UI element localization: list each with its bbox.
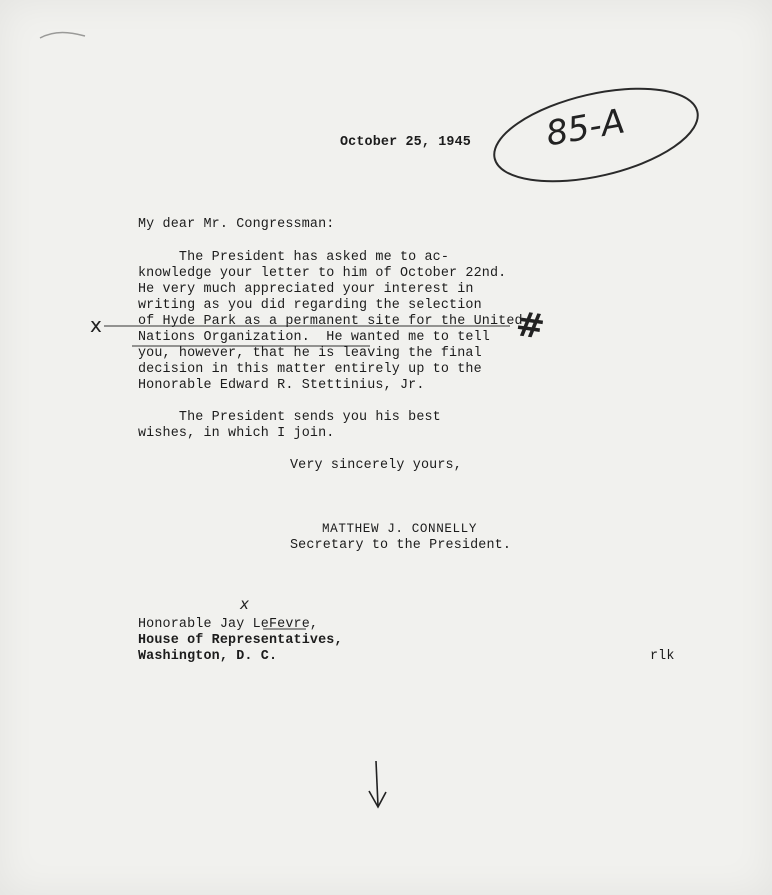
body-line: He very much appreciated your interest in <box>138 282 474 297</box>
body-line: knowledge your letter to him of October 22nd. <box>138 266 507 281</box>
salutation: My dear Mr. Congressman: <box>138 217 335 232</box>
arrow-shaft <box>376 761 378 806</box>
recipient-line: Honorable Jay LeFevre, <box>138 617 319 632</box>
body-line: you, however, that he is leaving the final <box>138 346 482 361</box>
signer-title: Secretary to the President. <box>290 538 512 553</box>
margin-x-mark: x <box>90 313 102 337</box>
body-line: decision in this matter entirely up to the <box>138 362 482 377</box>
recipient-line: House of Representatives, <box>138 633 343 648</box>
body-line: Nations Organization. He wanted me to tell <box>138 330 490 345</box>
letter-date: October 25, 1945 <box>340 135 471 150</box>
file-number-annotation: 85-A <box>543 101 628 155</box>
staple-mark <box>40 33 85 39</box>
recipient-x-mark: x <box>240 595 249 613</box>
valediction: Very sincerely yours, <box>290 458 462 473</box>
closing-line: wishes, in which I join. <box>138 426 335 441</box>
recipient-line: Washington, D. C. <box>138 649 278 664</box>
body-line: Honorable Edward R. Stettinius, Jr. <box>138 378 425 393</box>
signer-name: MATTHEW J. CONNELLY <box>322 522 477 536</box>
typist-initials: rlk <box>650 649 675 664</box>
closing-line: The President sends you his best <box>138 410 441 425</box>
body-line: of Hyde Park as a permanent site for the United <box>138 314 523 329</box>
body-line: writing as you did regarding the selection <box>138 298 482 313</box>
number-sign-mark: # <box>513 304 548 348</box>
body-line: The President has asked me to ac- <box>138 250 450 265</box>
